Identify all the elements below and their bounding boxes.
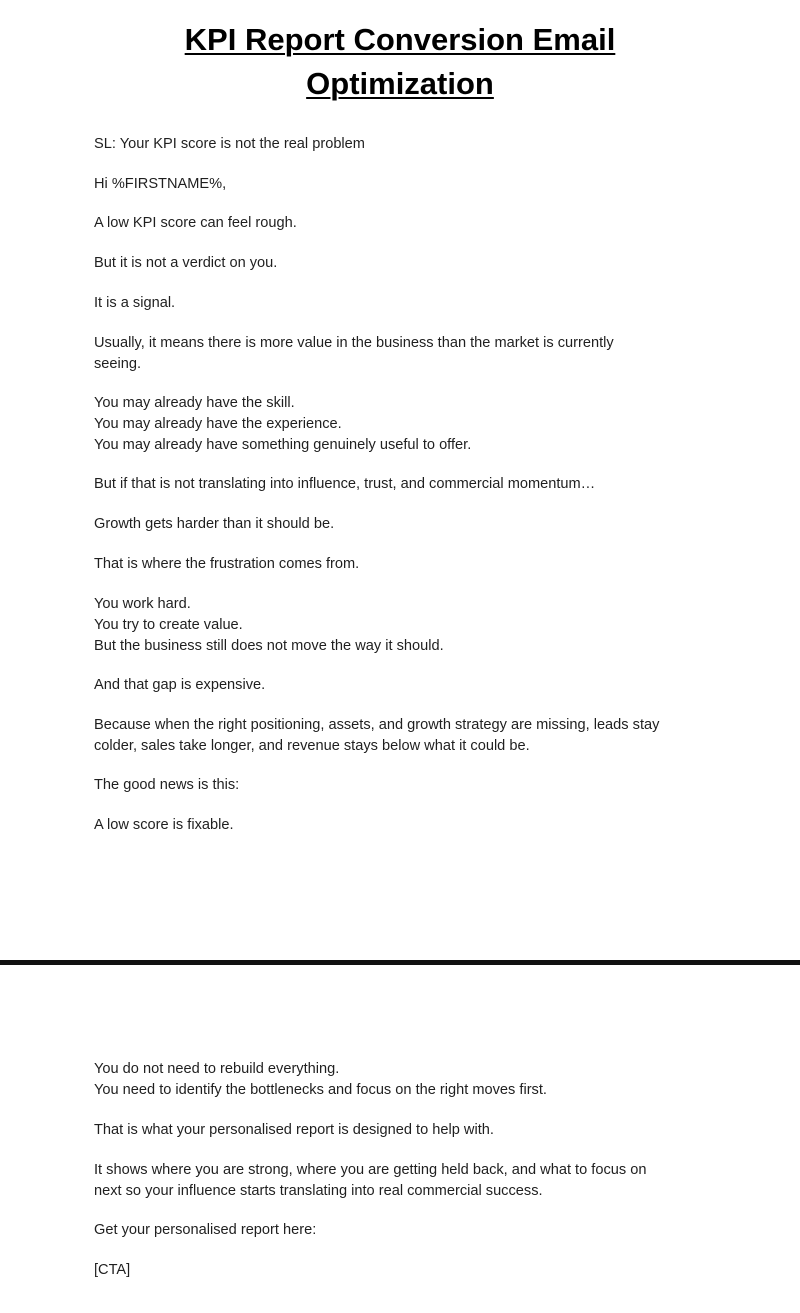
paragraph-not-translating: But if that is not translating into influence, trust, and commercial momentum… [94,476,596,492]
text-line: You may already have something genuinely useful to offer. [94,437,472,453]
paragraph-get-report: Get your personalised report here: [94,1222,317,1238]
paragraph-report-designed: That is what your personalised report is designed to help with. [94,1122,494,1138]
document-title-line-2: Optimization [306,66,494,101]
text-line: You try to create value. [94,617,243,633]
text-line: But the business still does not move the way it should. [94,638,444,654]
paragraph-not-verdict: But it is not a verdict on you. [94,255,278,271]
paragraph-report-shows [94,1160,734,1202]
paragraph-fixable: A low score is fixable. [94,817,234,833]
text-line: Because when the right positioning, assets, and growth strategy are missing, leads stay [94,717,660,733]
paragraph-low-score: A low KPI score can feel rough. [94,215,297,231]
paragraph-good-news: The good news is this: [94,777,240,793]
paragraph-work-hard [94,594,734,657]
paragraph-because [94,715,734,757]
text-line: You may already have the experience. [94,416,342,432]
subject-line: SL: Your KPI score is not the real problem [94,136,365,152]
text-line: You may already have the skill. [94,395,295,411]
text-line: colder, sales take longer, and revenue stays below what it could be. [94,738,530,754]
text-line: seeing. [94,356,142,372]
text-line: It shows where you are strong, where you are getting held back, and what to focus on [94,1162,647,1178]
paragraph-rebuild [94,1059,734,1101]
document-title-line-1: KPI Report Conversion Email [184,22,616,57]
text-line: You need to identify the bottlenecks and focus on the right moves first. [94,1082,547,1098]
paragraph-growth-harder: Growth gets harder than it should be. [94,516,335,532]
text-line: Usually, it means there is more value in the business than the market is currently [94,335,614,351]
text-line: You do not need to rebuild everything. [94,1061,340,1077]
cta-placeholder: [CTA] [94,1262,131,1278]
paragraph-frustration: That is where the frustration comes from. [94,556,360,572]
paragraph-gap-expensive: And that gap is expensive. [94,677,266,693]
text-line: next so your influence starts translating into real commercial success. [94,1183,543,1199]
text-line: You work hard. [94,596,191,612]
greeting: Hi %FIRSTNAME%, [94,176,227,192]
paragraph-more-value [94,333,734,375]
page-two [0,968,800,1313]
page-divider [0,960,800,965]
paragraph-signal: It is a signal. [94,295,176,311]
paragraph-skills [94,393,734,456]
